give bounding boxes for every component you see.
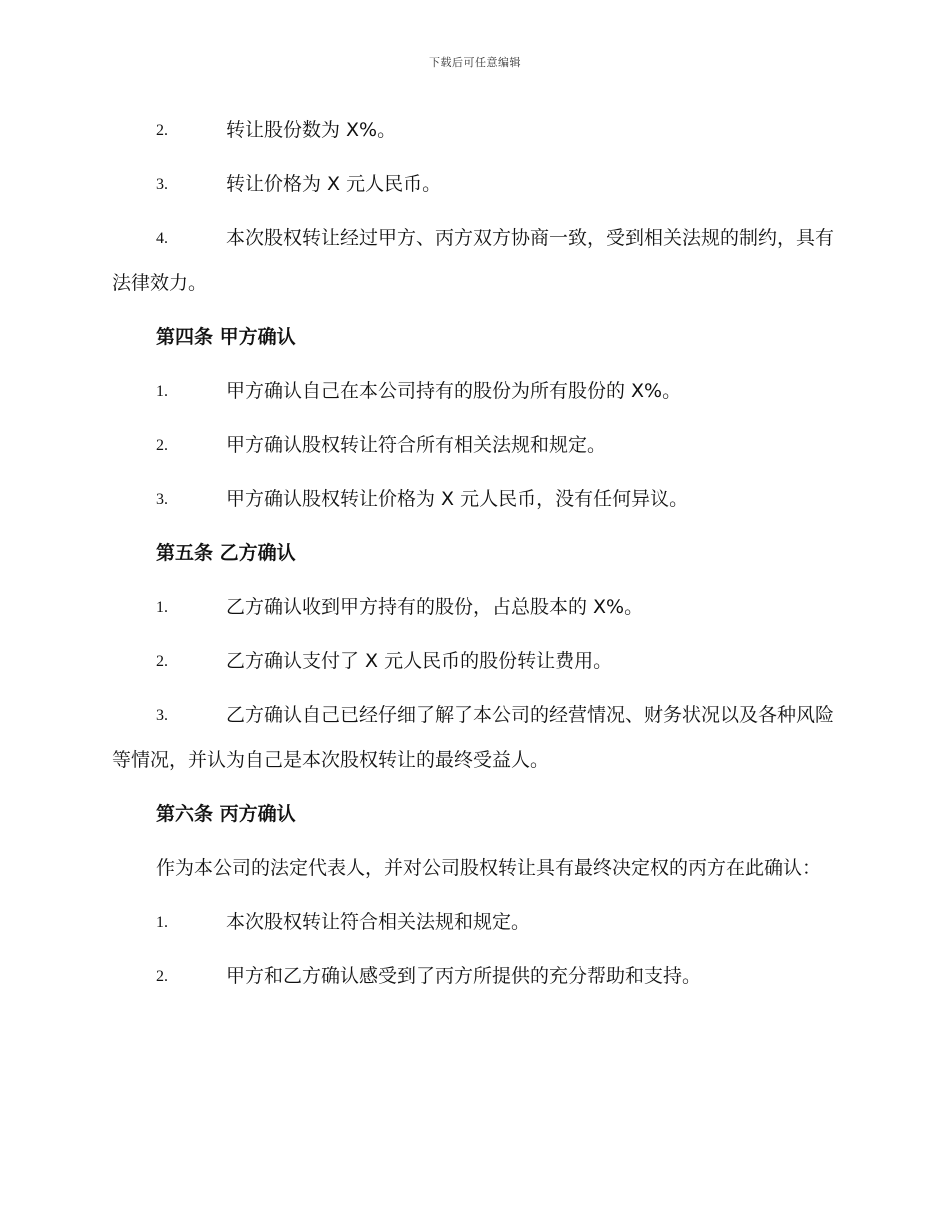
document-body xyxy=(112,108,842,1008)
list-item-text: 乙方确认收到甲方持有的股份，占总股本的 X%。 xyxy=(226,596,644,618)
list-number: 2. xyxy=(156,437,168,454)
list-number: 2. xyxy=(156,653,168,670)
list-item-text: 甲方确认股权转让符合所有相关法规和规定。 xyxy=(226,434,607,456)
list-number: 2. xyxy=(156,968,168,985)
section-heading-6: 第六条 丙方确认 xyxy=(156,803,296,825)
list-item-text: 甲方和乙方确认感受到了丙方所提供的充分帮助和支持。 xyxy=(226,965,702,987)
list-number: 4. xyxy=(156,230,168,247)
list-item xyxy=(112,693,842,783)
list-number: 3. xyxy=(156,491,168,508)
list-number: 3. xyxy=(156,707,168,724)
list-number: 1. xyxy=(156,599,168,616)
list-item-text: 乙方确认支付了 X 元人民币的股份转让费用。 xyxy=(226,650,613,672)
list-item xyxy=(112,162,842,207)
list-item xyxy=(112,216,842,306)
list-item xyxy=(112,954,842,999)
list-item xyxy=(112,477,842,522)
list-number: 1. xyxy=(156,383,168,400)
list-number: 1. xyxy=(156,914,168,931)
list-item-text: 本次股权转让经过甲方、丙方双方协商一致，受到相关法规的制约，具有法律效力。 xyxy=(112,227,835,294)
section-heading-5: 第五条 乙方确认 xyxy=(156,542,296,564)
list-item xyxy=(112,585,842,630)
list-number: 3. xyxy=(156,176,168,193)
list-item-text: 甲方确认股权转让价格为 X 元人民币，没有任何异议。 xyxy=(226,488,689,510)
list-item-text: 转让价格为 X 元人民币。 xyxy=(226,173,442,195)
section-heading-4: 第四条 甲方确认 xyxy=(156,326,296,348)
list-item-text: 乙方确认自己已经仔细了解了本公司的经营情况、财务状况以及各种风险等情况，并认为自己是本次股权转让的最终受益人。 xyxy=(112,704,835,771)
list-item xyxy=(112,423,842,468)
list-item xyxy=(112,369,842,414)
list-item-text: 转让股份数为 X%。 xyxy=(226,119,397,141)
list-item xyxy=(112,900,842,945)
list-number: 2. xyxy=(156,122,168,139)
paragraph: 作为本公司的法定代表人，并对公司股权转让具有最终决定权的丙方在此确认： xyxy=(156,857,822,879)
list-item-text: 本次股权转让符合相关法规和规定。 xyxy=(226,911,531,933)
page-header: 下载后可任意编辑 xyxy=(429,56,521,69)
list-item-text: 甲方确认自己在本公司持有的股份为所有股份的 X%。 xyxy=(226,380,682,402)
list-item xyxy=(112,108,842,153)
list-item xyxy=(112,639,842,684)
